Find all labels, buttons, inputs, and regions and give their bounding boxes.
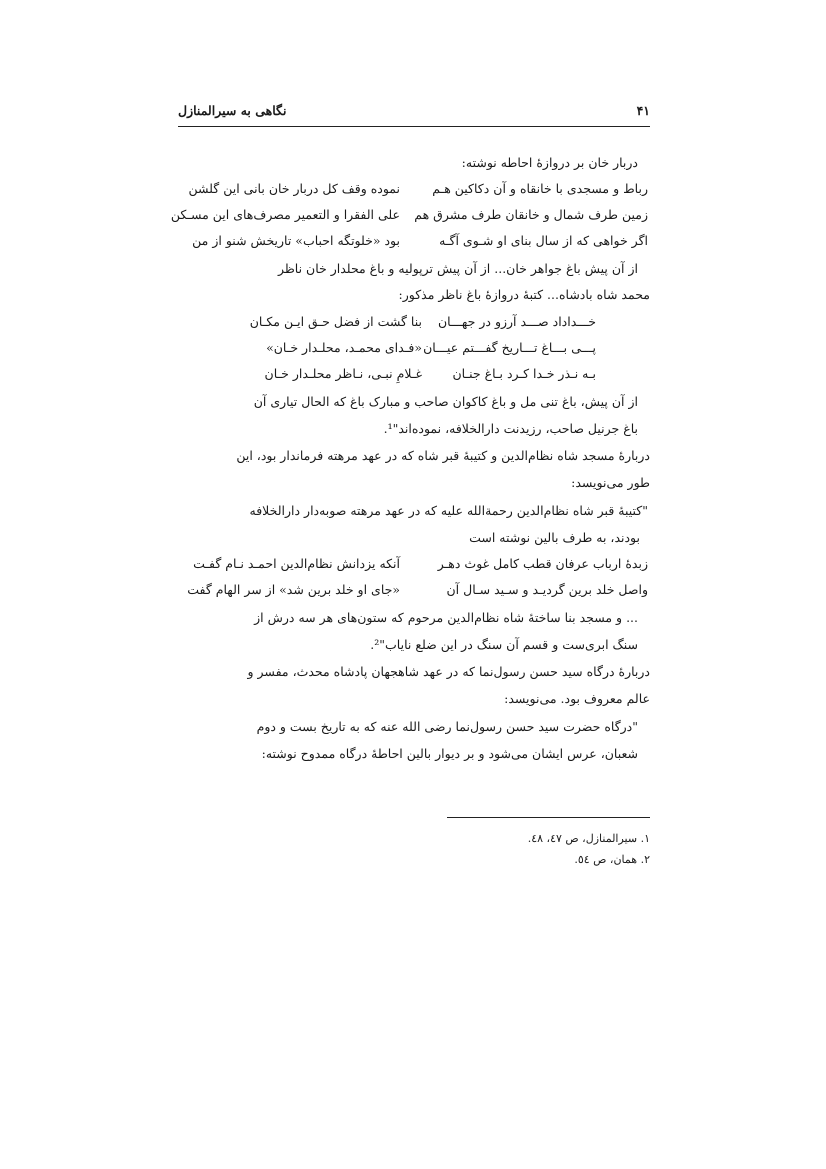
para-3-line-1: دربارهٔ مسجد شاه نظام‌الدین و کتیبهٔ قبر شاه که در عهد مرهته فرماندار بود، این (236, 448, 650, 463)
footnote-2: ۲. همان، ص ٥٤. (574, 853, 650, 866)
verse-1-left: نموده وقف کل دربار خان بانی این گلشن (188, 181, 400, 196)
para-1-line-2: محمد شاه بادشاه... کتبهٔ دروازهٔ باغ ناظر مذکور: (398, 287, 650, 302)
verse-8-left: «جای او خلد برین شد» از سر الهام گفت (187, 582, 400, 597)
quote-3-line-1: "درگاه حضرت سید حسن رسول‌نما رضی الله عنه که به تاریخ بست و دوم (256, 719, 638, 734)
para-3-line-2: طور می‌نویسد: (571, 475, 650, 490)
quote-2-line-2: سنگ ابری‌ست و قسم آن سنگ در این ضلع نایاب"². (370, 637, 638, 652)
verse-7-right: زبدهٔ ارباب عرفان قطب کامل غوث دهـر (437, 556, 648, 571)
verse-4-right: خـــداداد صـــد آرزو در جهـــان (437, 314, 596, 329)
verse-2-right: زمین طرف شمال و خانقان طرف مشرق هم (414, 207, 648, 222)
verse-1-right: رباط و مسجدی با خانقاه و آن دکاکین هـم (432, 181, 648, 196)
para-2-line-2: باغ جرنیل صاحب، رزیدنت دارالخلافه، نموده‌اند"¹. (383, 421, 638, 436)
verse-5-left: «فـدای محمـد، محلـدار خـان» (266, 340, 422, 355)
verse-3-right: اگر خواهی که از سال بنای او شـوی آگـه (439, 233, 648, 248)
verse-6-right: بـه نـذر خـدا کـرد بـاغ جنـان (452, 366, 596, 381)
verse-5-right: پـــی بـــاغ تـــاریخ گفـــتم عیـــان (423, 340, 596, 355)
quote-3-line-2: شعبان، عرس ایشان می‌شود و بر دیوار بالین احاطهٔ درگاه ممدوح نوشته: (261, 746, 638, 761)
verse-8-right: واصل خلد برین گردیـد و سـید سـال آن (446, 582, 648, 597)
header-rule (178, 126, 650, 127)
quote-2-line-1: ... و مسجد بنا ساختهٔ شاه نظام‌الدین مرحوم که ستون‌های هر سه درش از (254, 610, 638, 625)
verse-2-left: علی الفقرا و التعمیر مصرف‌های این مسـکن (170, 207, 400, 222)
verse-4-left: بنا گشت از فضل حـق ایـن مکـان (249, 314, 422, 329)
quote-1-line-1: "کتیبهٔ قبر شاه نظام‌الدین رحمة‌الله علیه که در عهد مرهته صوبه‌دار دارالخلافه (249, 503, 648, 518)
verse-7-left: آنکه یزدانش نظام‌الدین احمـد نـام گفـت (193, 556, 400, 571)
para-1-line-1: از آن پیش باغ جواهر خان... از آن پیش ترپولیه و باغ محلدار خان ناظر (277, 261, 638, 276)
footnote-rule (447, 817, 650, 818)
running-title: نگاهی به سیرالمنازل (178, 103, 287, 118)
quote-1-line-2: بودند، به طرف بالین نوشته است (469, 530, 640, 545)
intro-line: دربار خان بر دروازهٔ احاطه نوشته: (461, 155, 638, 170)
footnote-1: ۱. سیرالمنازل، ص ٤٧، ٤٨. (527, 832, 650, 845)
page-number: ۴۱ (636, 103, 650, 118)
para-4-line-2: عالم معروف بود. می‌نویسد: (504, 691, 650, 706)
verse-6-left: غـلامِ نبـی، نـاظر محلـدار خـان (264, 366, 422, 381)
para-4-line-1: دربارهٔ درگاه سید حسن رسول‌نما که در عهد شاهجهان پادشاه محدث، مفسر و (247, 664, 650, 679)
verse-3-left: بود «خلوتگه احباب» تاریخش شنو از من (192, 233, 400, 248)
para-2-line-1: از آن پیش، باغ تنی مل و باغ کاکوان صاحب و مبارک باغ که الحال تیاری آن (253, 394, 638, 409)
